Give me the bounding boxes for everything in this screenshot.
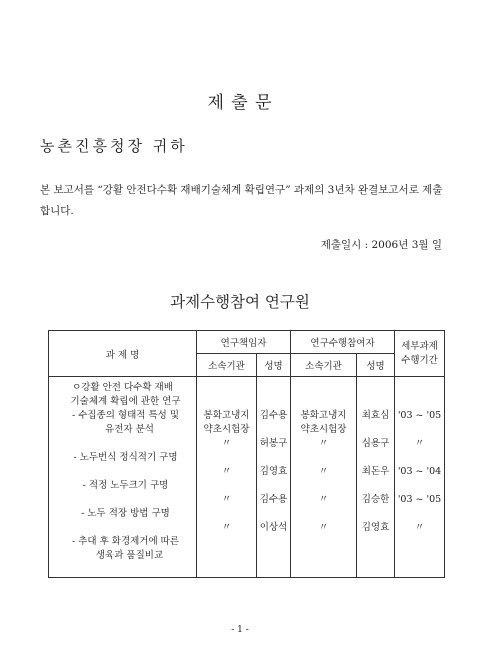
header-part-org: 소속기관	[291, 354, 357, 377]
part-org: 봉화고냉지	[300, 410, 347, 421]
lead-name: 김수용	[259, 494, 288, 505]
period: 〃	[414, 438, 425, 449]
header-period-line: 수행기간	[401, 354, 438, 366]
project-line: - 추대 후 화경제거에 따른	[71, 536, 180, 547]
table-row	[49, 377, 445, 578]
period: '03 ~ '05	[397, 410, 442, 421]
header-lead-name: 성명	[257, 354, 291, 377]
page-number: - 1 -	[231, 625, 249, 635]
header-lead-org: 소속기관	[197, 354, 257, 377]
project-line: 유전자 분석	[105, 424, 154, 435]
project-line: - 노두번식 정식적기 구명	[73, 452, 178, 463]
lead-org: 〃	[221, 438, 232, 449]
header-participant: 연구수행참여자	[291, 331, 395, 354]
project-line: ㅇ강활 안전 다수확 재배	[72, 382, 173, 393]
period: '03 ~ '05	[397, 494, 442, 505]
part-name-cell	[357, 377, 395, 578]
part-org: 〃	[318, 494, 329, 505]
lead-org: 〃	[221, 466, 232, 477]
header-project: 과 제 명	[49, 331, 197, 377]
header-lead: 연구책임자	[197, 331, 291, 354]
lead-org: 〃	[221, 494, 232, 505]
project-line: 생육과 품질비교	[95, 550, 164, 561]
lead-name-cell	[257, 377, 291, 578]
lead-name: 이상석	[259, 522, 288, 533]
lead-org: 〃	[221, 522, 232, 533]
part-org: 〃	[318, 438, 329, 449]
submission-date: 제출일시 : 2006년 3월 일	[320, 239, 442, 251]
period-cell	[395, 377, 445, 578]
header-period-line: 세부과제	[401, 340, 438, 352]
lead-name: 김영효	[259, 466, 288, 477]
page-title: 제 출 문	[207, 93, 273, 113]
part-name: 심용구	[361, 438, 390, 449]
researcher-table	[48, 330, 445, 578]
period: 〃	[414, 522, 425, 533]
lead-org: 약초시험장	[203, 424, 250, 435]
project-line: 기술체계 확립에 관한 연구	[70, 396, 181, 407]
project-line: - 적정 노두크기 구명	[82, 480, 169, 491]
part-name: 최돈우	[361, 466, 390, 477]
project-line: - 수집종의 형태적 특성 및	[71, 410, 180, 421]
lead-name: 김수용	[259, 410, 288, 421]
part-org: 약초시험장	[300, 424, 347, 435]
part-name: 김영효	[361, 522, 390, 533]
project-line: - 노두 적장 방법 구명	[81, 508, 170, 519]
project-cell	[49, 377, 197, 578]
lead-org: 봉화고냉지	[203, 410, 250, 421]
period: '03 ~ '04	[397, 466, 442, 477]
header-part-name: 성명	[357, 354, 395, 377]
submission-paragraph: 본 보고서를 “강활 안전다수확 재배기술체계 확립연구” 과제의 3년차 완결보고서로 제출합니다.	[40, 184, 443, 217]
part-org-cell	[291, 377, 357, 578]
section-title: 과제수행참여 연구원	[170, 293, 310, 311]
header-period	[395, 331, 445, 377]
recipient: 농촌진흥청장 귀하	[40, 137, 188, 155]
part-name: 최효심	[361, 410, 390, 421]
part-org: 〃	[318, 466, 329, 477]
part-name: 김승한	[361, 494, 390, 505]
lead-name: 허봉구	[259, 438, 288, 449]
part-org: 〃	[318, 522, 329, 533]
lead-org-cell	[197, 377, 257, 578]
